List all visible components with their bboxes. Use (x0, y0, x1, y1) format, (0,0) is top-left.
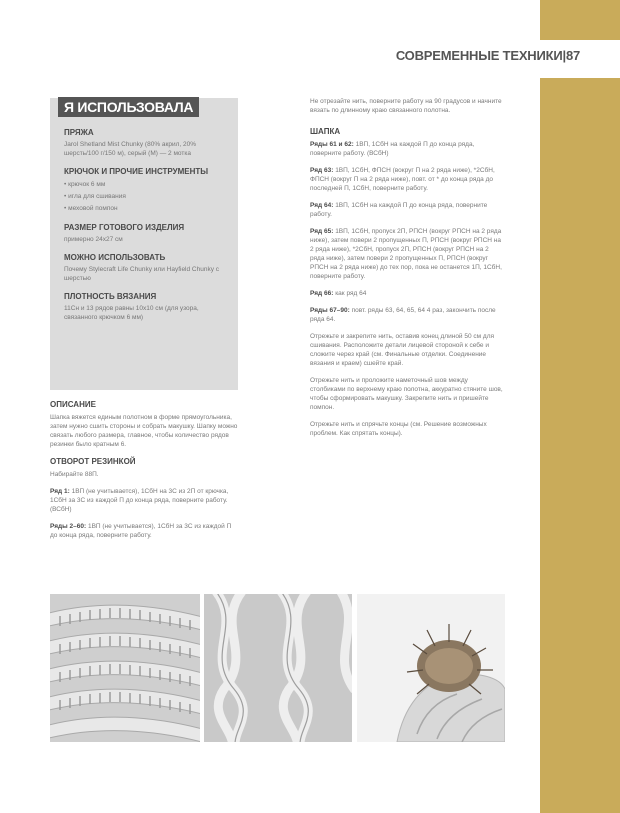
photo-ribbed-cuff (50, 594, 200, 742)
tools-list (64, 179, 232, 215)
row-61-instruction: Ряды 61 и 62: 1ВП, 1СбН на каждой П до конца ряда, поверните работу. (ВСбН) (310, 141, 475, 157)
size-heading: РАЗМЕР ГОТОВОГО ИЗДЕЛИЯ (64, 223, 185, 232)
size-text: примерно 24х27 см (64, 236, 123, 243)
rows-67-90-instruction: Ряды 67–90: повт. ряды 63, 64, 65, 64 4 раз, закончить после ряда 64. (310, 307, 496, 323)
tools-item: • крючок 6 мм (64, 181, 106, 188)
alt-yarn-text: Почему Stylecraft Life Chunky или Hayfield Chunky с шерстью (64, 266, 220, 282)
tools-item: • игла для сшивания (64, 193, 126, 200)
header-separator: | (562, 48, 566, 63)
section-title: СОВРЕМЕННЫЕ ТЕХНИКИ (395, 48, 563, 63)
cuff-text: Набирайте 88П. (50, 471, 99, 478)
yarn-text: Jarol Shetland Mist Chunky (80% акрил, 20% шерсть/100 г/150 м), серый (M) — 2 мотка (64, 141, 197, 157)
description-heading: ОПИСАНИЕ (50, 400, 96, 409)
row-1-instruction: Ряд 1: 1ВП (не учитывается), 1СбН на 3С из 2П от крючка, 1СбН за 3С из каждой П до конца ряда, поверните работу. (ВСбН) (50, 488, 229, 513)
left-column (50, 400, 240, 548)
tools-heading: КРЮЧОК И ПРОЧИЕ ИНСТРУМЕНТЫ (64, 167, 209, 176)
hat-heading: ШАПКА (310, 127, 341, 136)
intro-text: Не отрезайте нить, поверните работу на 90 градусов и начните вязать по длинному краю связанного полотна. (310, 98, 502, 114)
finishing-paragraph-1: Отрежьте и закрепите нить, оставив конец длиной 50 см для сшивания. Расположите детали лицевой стороной к себе и сложите через край (см. Финальные отделки. Соединение вязания и краем) сшейте край. (310, 333, 495, 367)
photo-cable-texture (204, 594, 352, 742)
rows-2-60-instruction: Ряды 2–60: 1ВП (не учитывается), 1СбН за 3С из каждой П до конца ряда, поверните работу. (50, 523, 232, 539)
running-header (396, 48, 580, 63)
row-66-instruction: Ряд 66: как ряд 64 (310, 290, 367, 297)
row-64-instruction: Ряд 64: 1ВП, 1СбН на каждой П до конца ряда, поверните работу. (310, 202, 488, 218)
yarn-heading: ПРЯЖА (64, 128, 94, 137)
finishing-paragraph-2: Отрежьте нить и проложите наметочный шов между столбиками по верхнему краю полотна, аккуратно стяните шов, чтобы сформировать макушку. Закрепите нить и пришейте помпон. (310, 377, 503, 411)
materials-content (64, 128, 232, 331)
right-column (310, 97, 505, 446)
tools-item: • меховой помпон (64, 205, 118, 212)
materials-title: Я ИСПОЛЬЗОВАЛА (58, 97, 199, 117)
alt-yarn-heading: МОЖНО ИСПОЛЬЗОВАТЬ (64, 253, 166, 262)
row-63-instruction: Ряд 63: 1ВП, 1СбН, ФПСН (вокруг П на 2 ряда ниже), *2СбН, ФПСН (вокруг П на 2 ряда ниже), повт. от * до конца ряда до последней П, 1СбН, поверните работу. (310, 167, 495, 192)
gauge-text: 11Сн и 13 рядов равны 10х10 см (для узора, связанного крючком 6 мм) (64, 305, 199, 321)
cuff-heading: ОТВОРОТ РЕЗИНКОЙ (50, 457, 136, 466)
gold-corner-bar (540, 0, 620, 40)
photo-hat-pompom (357, 594, 505, 742)
description-text: Шапка вяжется единым полотном в форме прямоугольника, затем нужно сшить стороны и собрать макушку. Шапку можно связать любого размера, главное, чтобы количество рядов резинки было кратным 6. (50, 414, 238, 448)
gold-side-bar (540, 78, 620, 813)
page-number: 87 (565, 48, 580, 63)
gauge-heading: ПЛОТНОСТЬ ВЯЗАНИЯ (64, 292, 157, 301)
finishing-paragraph-3: Отрежьте нить и спрячьте концы (см. Решение возможных проблем. Как спрятать концы). (310, 421, 487, 437)
row-65-instruction: Ряд 65: 1ВП, 1СбН, пропуск 2П, РПСН (вокруг РПСН на 2 ряда ниже), затем повери 2 пропущенных П, РПСН (вокруг РПСН на 2 ряда ниже), *2СбН, пропуск 2П, РПСН (вокруг РПСН на 2 ряда ниже), затем повери 2 пропущенных П, РПСН (вокруг РПСН на 2 ряда ниже) до тех пор, пока не останется 1П, 1СбН, поверните работу. (310, 228, 502, 280)
